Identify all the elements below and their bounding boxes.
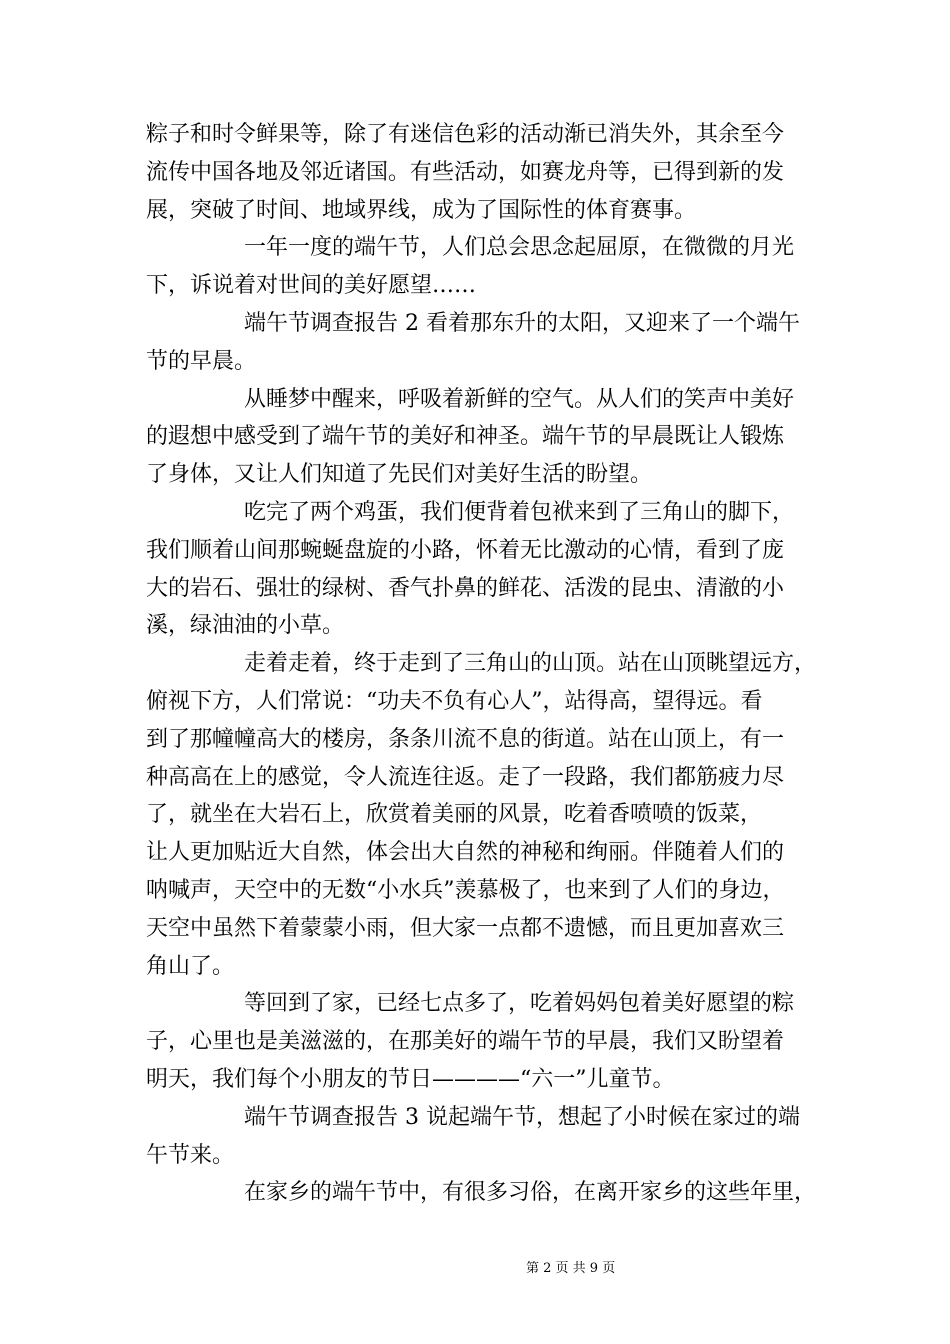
text-line: 端午节调查报告 2 看着那东升的太阳，又迎来了一个端午 [244,310,800,336]
text-line: 等回到了家，已经七点多了，吃着妈妈包着美好愿望的粽 [244,991,795,1017]
text-line: 端午节调查报告 3 说起端午节，想起了小时候在家过的端 [244,1104,800,1130]
text-line: 从睡梦中醒来，呼吸着新鲜的空气。从人们的笑声中美好 [244,386,795,412]
text-line: 展，突破了时间、地域界线，成为了国际性的体育赛事。 [146,197,697,223]
text-line: 我们顺着山间那蜿蜒盘旋的小路，怀着无比激动的心情，看到了庞 [146,537,785,563]
text-line: 天空中虽然下着蒙蒙小雨，但大家一点都不遗憾，而且更加喜欢三 [146,915,785,941]
text-line: 节的早晨。 [146,348,257,374]
text-line: 让人更加贴近大自然，体会出大自然的神秘和绚丽。伴随着人们的 [146,840,785,866]
text-line: 到了那幢幢高大的楼房，条条川流不息的街道。站在山顶上，有一 [146,726,785,752]
page-number: 第 2 页 共 9 页 [526,1261,616,1276]
text-line: 俯视下方，人们常说：“功夫不负有心人”，站得高，望得远。看 [146,688,763,714]
text-line: 午节来。 [146,1142,235,1168]
text-line: 子，心里也是美滋滋的，在那美好的端午节的早晨，我们又盼望着 [146,1029,785,1055]
text-line: 了身体，又让人们知道了先民们对美好生活的盼望。 [146,462,653,488]
text-line: 大的岩石、强壮的绿树、香气扑鼻的鲜花、活泼的昆虫、清澈的小 [146,575,785,601]
text-line: 了，就坐在大岩石上，欣赏着美丽的风景，吃着香喷喷的饭菜， [146,802,763,828]
text-line: 角山了。 [146,953,235,979]
text-line: 粽子和时令鲜果等，除了有迷信色彩的活动渐已消失外，其余至今 [146,122,785,147]
text-line: 吃完了两个鸡蛋，我们便背着包袱来到了三角山的脚下， [244,499,795,525]
text-line: 溪，绿油油的小草。 [146,613,345,639]
text-line: 一年一度的端午节，人们总会思念起屈原，在微微的月光 [244,235,795,261]
body-text [146,116,826,1212]
text-line: 明天，我们每个小朋友的节日————“六一”儿童节。 [146,1066,675,1092]
text-line: 流传中国各地及邻近诸国。有些活动，如赛龙舟等，已得到新的发 [146,159,785,185]
text-line: 种高高在上的感觉，令人流连往返。走了一段路，我们都筋疲力尽 [146,764,785,790]
text-line: 在家乡的端午节中，有很多习俗，在离开家乡的这些年里， [244,1180,817,1206]
text-line: 的遐想中感受到了端午节的美好和神圣。端午节的早晨既让人锻炼 [146,424,785,450]
text-line: 下，诉说着对世间的美好愿望…… [146,273,477,299]
text-line: 走着走着，终于走到了三角山的山顶。站在山顶眺望远方， [244,651,817,677]
text-line: 呐喊声，天空中的无数“小水兵”羡慕极了，也来到了人们的身边， [146,877,785,903]
